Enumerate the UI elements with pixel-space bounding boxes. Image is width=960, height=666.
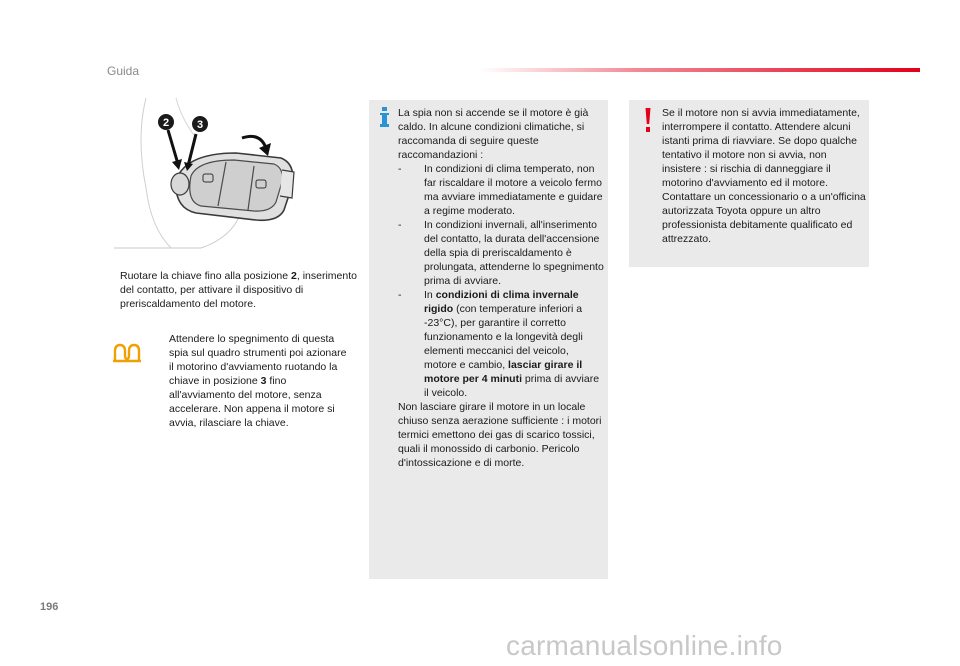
section-title: Guida [107, 64, 140, 78]
info-item-1: - In condizioni di clima temperato, non far riscaldare il motore a veicolo fermo ma avviare immediatamente e guidare a regime moderato. [398, 163, 603, 217]
info-box-text [398, 106, 604, 470]
info-icon [380, 107, 389, 127]
exclamation-icon [645, 108, 651, 132]
step-2 [161, 332, 351, 430]
callout-3-label: 3 [196, 119, 204, 131]
dashboard-outline [114, 213, 241, 248]
callout-2-label: 2 [162, 117, 170, 129]
rotation-arrow-icon [242, 136, 266, 148]
page-number: 196 [40, 601, 59, 613]
info-intro: La spia non si accende se il motore è già caldo. In alcune condizioni climatiche, si raccomanda di seguire queste raccomandazioni : [398, 107, 589, 161]
info-closing: Non lasciare girare il motore in un locale chiuso senza aerazione sufficiente : i motori termici emettono dei gas di scarico tossici, quali il monossido di carbonio. Pericolo d'intossicazione e di morte. [398, 401, 602, 469]
info-item-3: - In condizioni di clima invernale rigido (con temperature inferiori a -23°C), per garantire il corretto funzionamento e la longevità degli elementi meccanici del veicolo, motore e cambio, lasciar girare il motore per 4 minuti prima di avviare il veicolo. [398, 289, 600, 399]
info-item-2: - In condizioni invernali, all'inserimento del contatto, la durata dell'accensione della spia di preriscaldamento è prolungata, attenderne lo spegnimento prima di avviare. [398, 219, 604, 287]
arrow-2-icon [168, 130, 178, 164]
step-2-text: Attendere lo spegnimento di questa spia sul quadro strumenti poi azionare il motorino d'avviamento ruotando la chiave in posizione 3 fino all'avviamento del motore, senza accelerare. Non appena il motore si avvia, rilasciare la chiave. [169, 333, 347, 429]
step-1 [112, 269, 358, 311]
warning-box-text: Se il motore non si avvia immediatamente, interrompere il contatto. Attendere alcuni istanti prima di riavviare. Se dopo qualche tentativo il motore non si avvia, non insistere : si rischia di danneggiare il motorino d'avviamento ed il motore. Contattare un concessionario o a un'officina autorizzata Toyota oppure un altro professionista debitamente qualificato ed attrezzato. [662, 107, 866, 245]
watermark: carmanualsonline.info [506, 630, 783, 661]
header-accent-bar [480, 68, 920, 72]
key-ignition-illustration [106, 98, 356, 260]
step-1-text: Ruotare la chiave fino alla posizione 2, inserimento del contatto, per attivare il dispositivo di preriscaldamento del motore. [120, 270, 357, 310]
preheating-glow-plug-icon [112, 341, 142, 365]
